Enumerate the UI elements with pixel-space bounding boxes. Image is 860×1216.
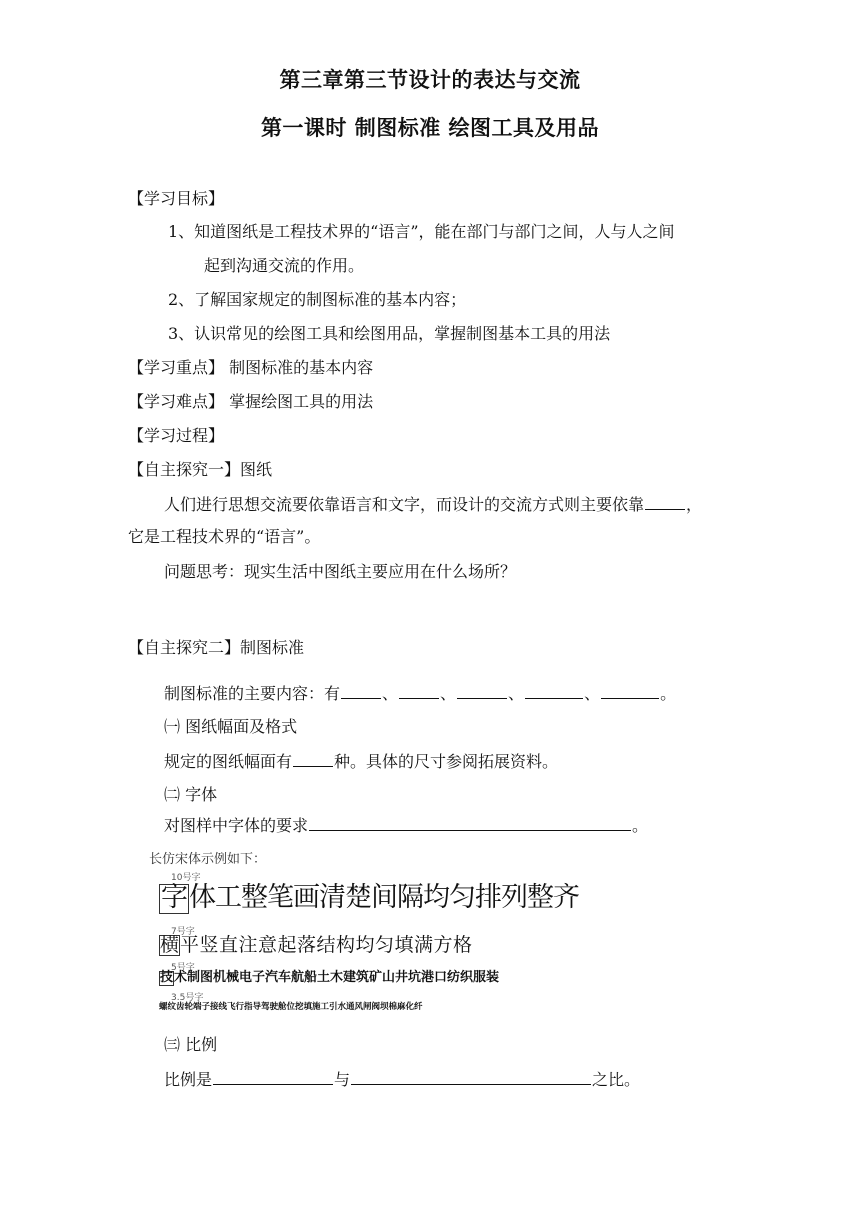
size10-first-char: 字: [161, 882, 187, 913]
difficulty-line: [128, 391, 373, 413]
size35-label: 3.5号字: [171, 993, 204, 1003]
size5-sample-row: [159, 970, 499, 986]
section3-number: ㈢: [164, 1035, 181, 1054]
size10-text: 体工整笔画清楚间隔均匀排列整齐: [189, 882, 579, 913]
standard-content-text: 制图标准的主要内容：有: [164, 684, 341, 703]
standard-content-line: [164, 682, 676, 705]
size7-label: 7号字: [171, 927, 195, 937]
goal-item-2: 2、了解国家规定的制图标准的基本内容；: [168, 290, 467, 309]
blank-field[interactable]: [525, 682, 583, 699]
explore1-heading: [128, 459, 272, 481]
separator: 、: [508, 684, 525, 703]
process-label: 【学习过程】: [128, 426, 225, 445]
size35-sample-row: 螺纹齿轮端子接线飞行指导驾驶舱位挖填施工引水通风闸阀坝棉麻化纤: [159, 1002, 423, 1012]
goal-item-1: 1、知道图纸是工程技术界的“语言”，能在部门与部门之间，人与人之间: [168, 222, 675, 241]
section1-text-end: 种。具体的尺寸参阅拓展资料。: [334, 752, 559, 771]
explore1-label: 【自主探究一】: [128, 460, 241, 479]
font-sample-caption: 长仿宋体示例如下：: [149, 852, 267, 867]
explore1-paragraph-cont: 它是工程技术界的“语言”。: [128, 527, 321, 546]
size5-first-char: 技: [160, 970, 174, 985]
section2-text: 对图样中字体的要求: [164, 816, 309, 835]
size7-text: 平竖直注意起落结构均匀填满方格: [180, 934, 473, 956]
explore1-paragraph: [164, 493, 702, 516]
section3-heading: [164, 1034, 217, 1056]
difficulty-text: 掌握绘图工具的用法: [229, 392, 374, 411]
period: 。: [632, 816, 649, 835]
blank-field[interactable]: [457, 682, 507, 699]
focus-text: 制图标准的基本内容: [229, 358, 374, 377]
explore2-heading: [128, 637, 304, 659]
section2-heading: [164, 784, 217, 806]
size5-text: 术制图机械电子汽车航船土木建筑矿山井坑港口纺织服装: [174, 970, 500, 985]
explore1-question: 问题思考：现实生活中图纸主要应用在什么场所？: [164, 562, 517, 581]
explore2-label: 【自主探究二】: [128, 638, 241, 657]
section2-title: 字体: [185, 785, 218, 804]
focus-label: 【学习重点】: [128, 358, 225, 377]
focus-line: [128, 357, 373, 379]
explore1-comma: ，: [686, 495, 703, 514]
size7-first-char: 横: [160, 934, 180, 956]
lesson-subtitle: 第一课时 制图标准 绘图工具及用品: [260, 116, 600, 140]
section2-text-line: [164, 814, 648, 837]
section1-heading: [164, 716, 297, 738]
goal-item-1-cont: 起到沟通交流的作用。: [204, 256, 365, 275]
blank-field[interactable]: [309, 814, 631, 831]
section2-number: ㈡: [164, 785, 181, 804]
difficulty-label: 【学习难点】: [128, 392, 225, 411]
size5-label: 5号字: [171, 963, 195, 973]
separator: 、: [440, 684, 457, 703]
section3-text-end: 之比。: [592, 1070, 641, 1089]
blank-field[interactable]: [351, 1068, 591, 1085]
section3-text-mid: 与: [334, 1070, 351, 1089]
period: 。: [660, 684, 677, 703]
blank-field[interactable]: [601, 682, 659, 699]
section3-title: 比例: [185, 1035, 218, 1054]
explore1-topic: 图纸: [240, 460, 273, 479]
section1-title: 图纸幅面及格式: [185, 717, 298, 736]
blank-field[interactable]: [293, 750, 333, 767]
section1-text: 规定的图纸幅面有: [164, 752, 293, 771]
font-sample-image: [145, 846, 685, 1021]
goals-label: 【学习目标】: [128, 189, 225, 208]
section3-text-line: [164, 1068, 640, 1091]
separator: 、: [382, 684, 399, 703]
blank-field[interactable]: [399, 682, 439, 699]
size10-label: 10号字: [171, 873, 201, 883]
explore2-topic: 制图标准: [240, 638, 305, 657]
section1-number: ㈠: [164, 717, 181, 736]
size10-sample-row: [159, 882, 579, 914]
goal-item-3: 3、认识常见的绘图工具和绘图用品，掌握制图基本工具的用法: [168, 324, 611, 343]
section1-text-line: [164, 750, 558, 773]
blank-field[interactable]: [341, 682, 381, 699]
separator: 、: [584, 684, 601, 703]
blank-field[interactable]: [645, 493, 685, 510]
blank-field[interactable]: [213, 1068, 333, 1085]
page-title: 第三章第三节设计的表达与交流: [279, 68, 581, 92]
section3-text: 比例是: [164, 1070, 213, 1089]
size7-sample-row: [159, 934, 473, 956]
explore1-text: 人们进行思想交流要依靠语言和文字，而设计的交流方式则主要依靠: [164, 495, 645, 514]
